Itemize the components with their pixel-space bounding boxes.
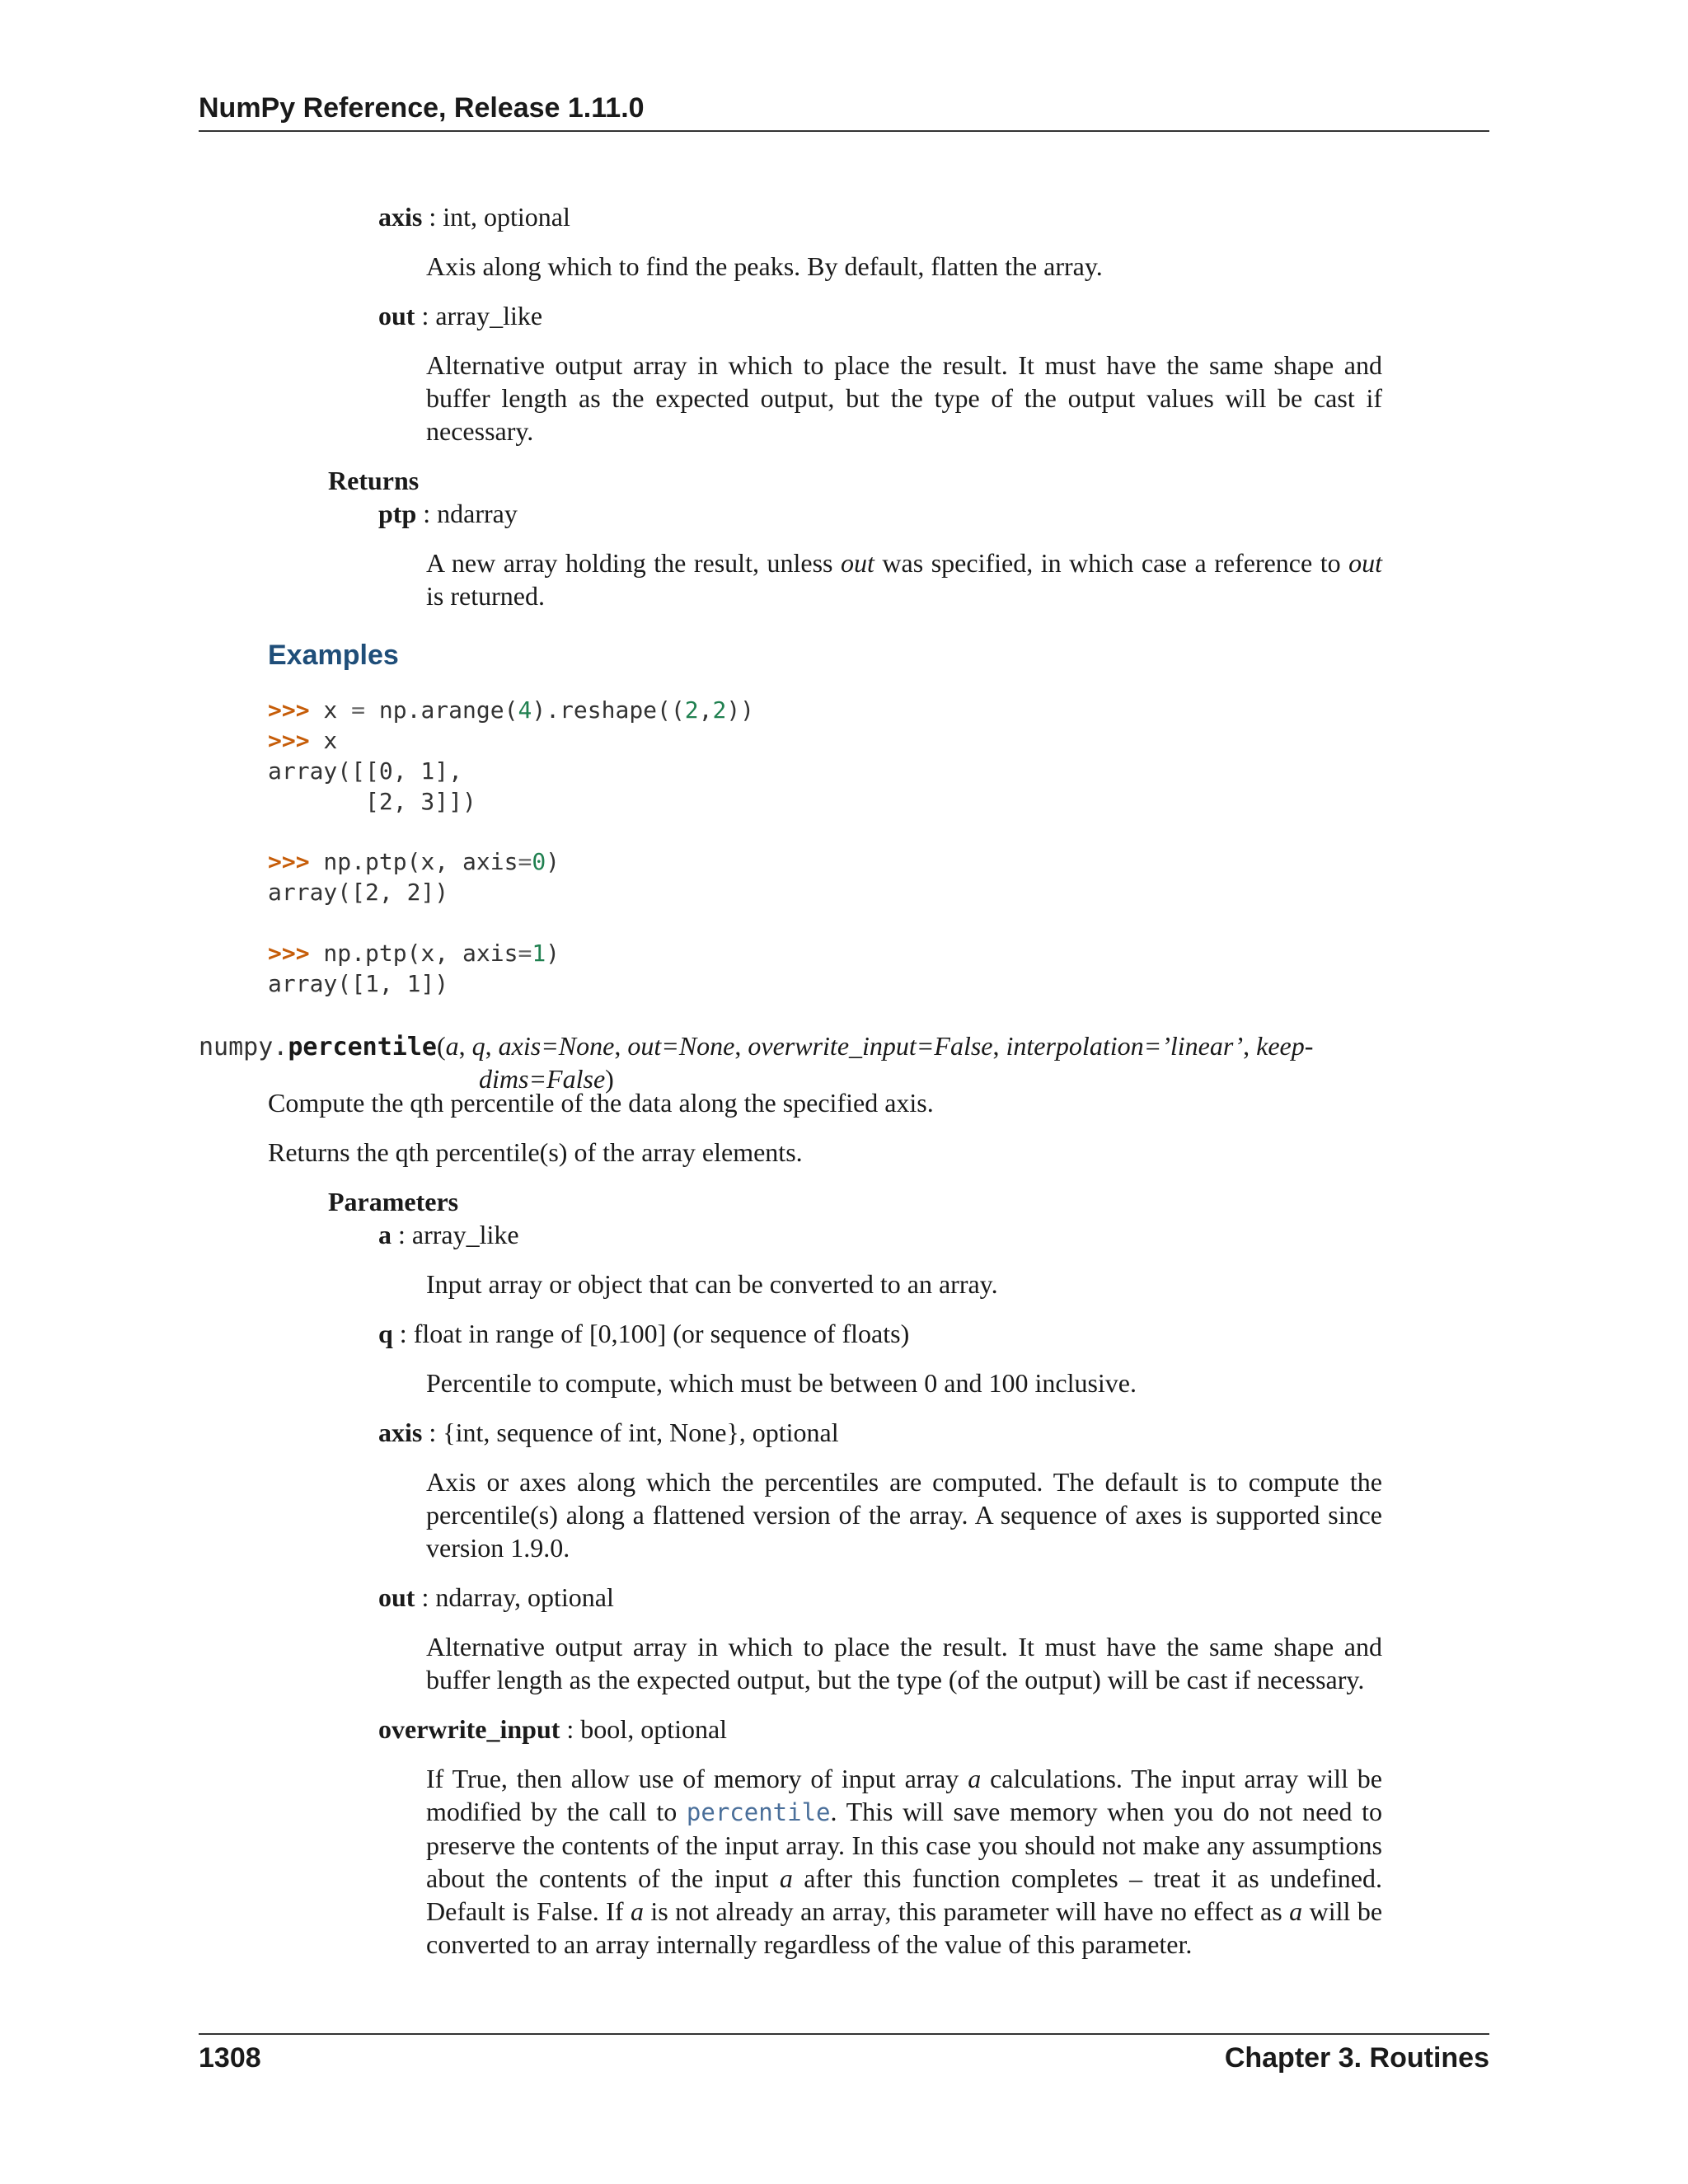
signature-argument: interpolation=’linear’ <box>1006 1031 1244 1061</box>
param-name: overwrite_input <box>378 1714 560 1744</box>
param-type: ndarray, optional <box>435 1582 614 1612</box>
function-name: percentile <box>288 1033 437 1062</box>
param-type: float in range of [0,100] (or sequence of floats) <box>413 1319 910 1348</box>
signature-argument: keep- <box>1256 1031 1314 1061</box>
return-name: ptp <box>378 499 417 528</box>
signature-argument: q <box>471 1031 485 1061</box>
return-type: ndarray <box>437 499 518 528</box>
param-overwrite-input-description: If True, then allow use of memory of input array a calculations. The input array will be modified by the call to percentile. This will save memory when you do not need to preserve the contents of the input array. In this case you should not make any assumptions about the contents of the input a after this function completes – treat it as undefined. Default is False. If a is not already an array, this parameter will have no effect as a will be converted to an array internally regardless of the value of this parameter. <box>426 1764 1383 1959</box>
return-ptp: ptp : ndarray <box>378 499 518 528</box>
param-overwrite-input: overwrite_input : bool, optional <box>378 1714 728 1744</box>
param-name: out <box>378 1582 415 1612</box>
percentile-link[interactable]: percentile <box>686 1798 831 1826</box>
param-axis: axis : {int, sequence of int, None}, optional <box>378 1418 839 1447</box>
signature-continuation: dims=False) <box>479 1064 614 1094</box>
code-example-axis1: >>> np.ptp(x, axis=1) array([1, 1]) <box>268 940 560 997</box>
param-out: out : ndarray, optional <box>378 1582 614 1612</box>
signature-argument: a <box>445 1031 459 1061</box>
signature-argument: overwrite_input=False <box>748 1031 993 1061</box>
param-axis-description: Axis or axes along which the percentiles are computed. The default is to compute the percentile(s) along a flattened version of the array. A sequence of axes is supported since version 1.9.0. <box>426 1467 1382 1563</box>
param-a-description: Input array or object that can be converted to an array. <box>426 1269 998 1299</box>
param-name: axis <box>378 1418 423 1447</box>
param-name: a <box>378 1220 392 1249</box>
function-summary: Compute the qth percentile of the data along the specified axis. <box>268 1088 934 1118</box>
param-q-description: Percentile to compute, which must be between 0 and 100 inclusive. <box>426 1368 1137 1398</box>
chapter-title: Chapter 3. Routines <box>1224 2042 1489 2074</box>
param-type: array_like <box>411 1220 519 1249</box>
param-axis: axis : int, optional <box>378 202 570 232</box>
param-out-description: Alternative output array in which to place the result. It must have the same shape and buffer length as the expected output, but the type (of the output) will be cast if necessary. <box>426 1632 1382 1694</box>
param-type: bool, optional <box>580 1714 728 1744</box>
header-rule <box>199 130 1489 132</box>
param-q: q : float in range of [0,100] (or sequence of floats) <box>378 1319 910 1348</box>
parameters-label: Parameters <box>328 1187 459 1216</box>
function-signature: numpy.percentile(a, q, axis=None, out=None, overwrite_input=False, interpolation=’linear’, keep- dims=False) <box>199 1031 1314 1094</box>
param-a: a : array_like <box>378 1220 519 1249</box>
signature-arguments: a, q, axis=None, out=None, overwrite_input=False, interpolation=’linear’, keep- <box>445 1031 1314 1061</box>
footer-rule <box>199 2033 1489 2035</box>
signature-argument: axis=None <box>498 1031 615 1061</box>
module-name: numpy. <box>199 1033 288 1062</box>
return-description: A new array holding the result, unless out was specified, in which case a reference to out is returned. <box>426 548 1383 611</box>
param-type: {int, sequence of int, None}, optional <box>443 1418 839 1447</box>
examples-heading: Examples <box>268 640 399 671</box>
param-type: int, optional <box>443 202 570 232</box>
code-example-axis0: >>> np.ptp(x, axis=0) array([2, 2]) <box>268 848 560 906</box>
code-example-arange: >>> x = np.arange(4).reshape((2,2)) >>> x array([[0, 1], [2, 3]]) <box>268 696 755 815</box>
param-type: array_like <box>435 301 543 330</box>
param-axis-description: Axis along which to find the peaks. By default, flatten the array. <box>426 251 1103 281</box>
running-header: NumPy Reference, Release 1.11.0 <box>199 92 645 124</box>
function-summary-2: Returns the qth percentile(s) of the array elements. <box>268 1137 803 1167</box>
param-name: q <box>378 1319 393 1348</box>
param-out: out : array_like <box>378 301 543 330</box>
returns-label: Returns <box>328 466 420 495</box>
page-number: 1308 <box>199 2042 261 2074</box>
param-name: out <box>378 301 415 330</box>
param-name: axis <box>378 202 423 232</box>
signature-argument: out=None <box>627 1031 735 1061</box>
param-out-description: Alternative output array in which to place the result. It must have the same shape and buffer length as the expected output, but the type of the output values will be cast if necessary. <box>426 350 1382 446</box>
